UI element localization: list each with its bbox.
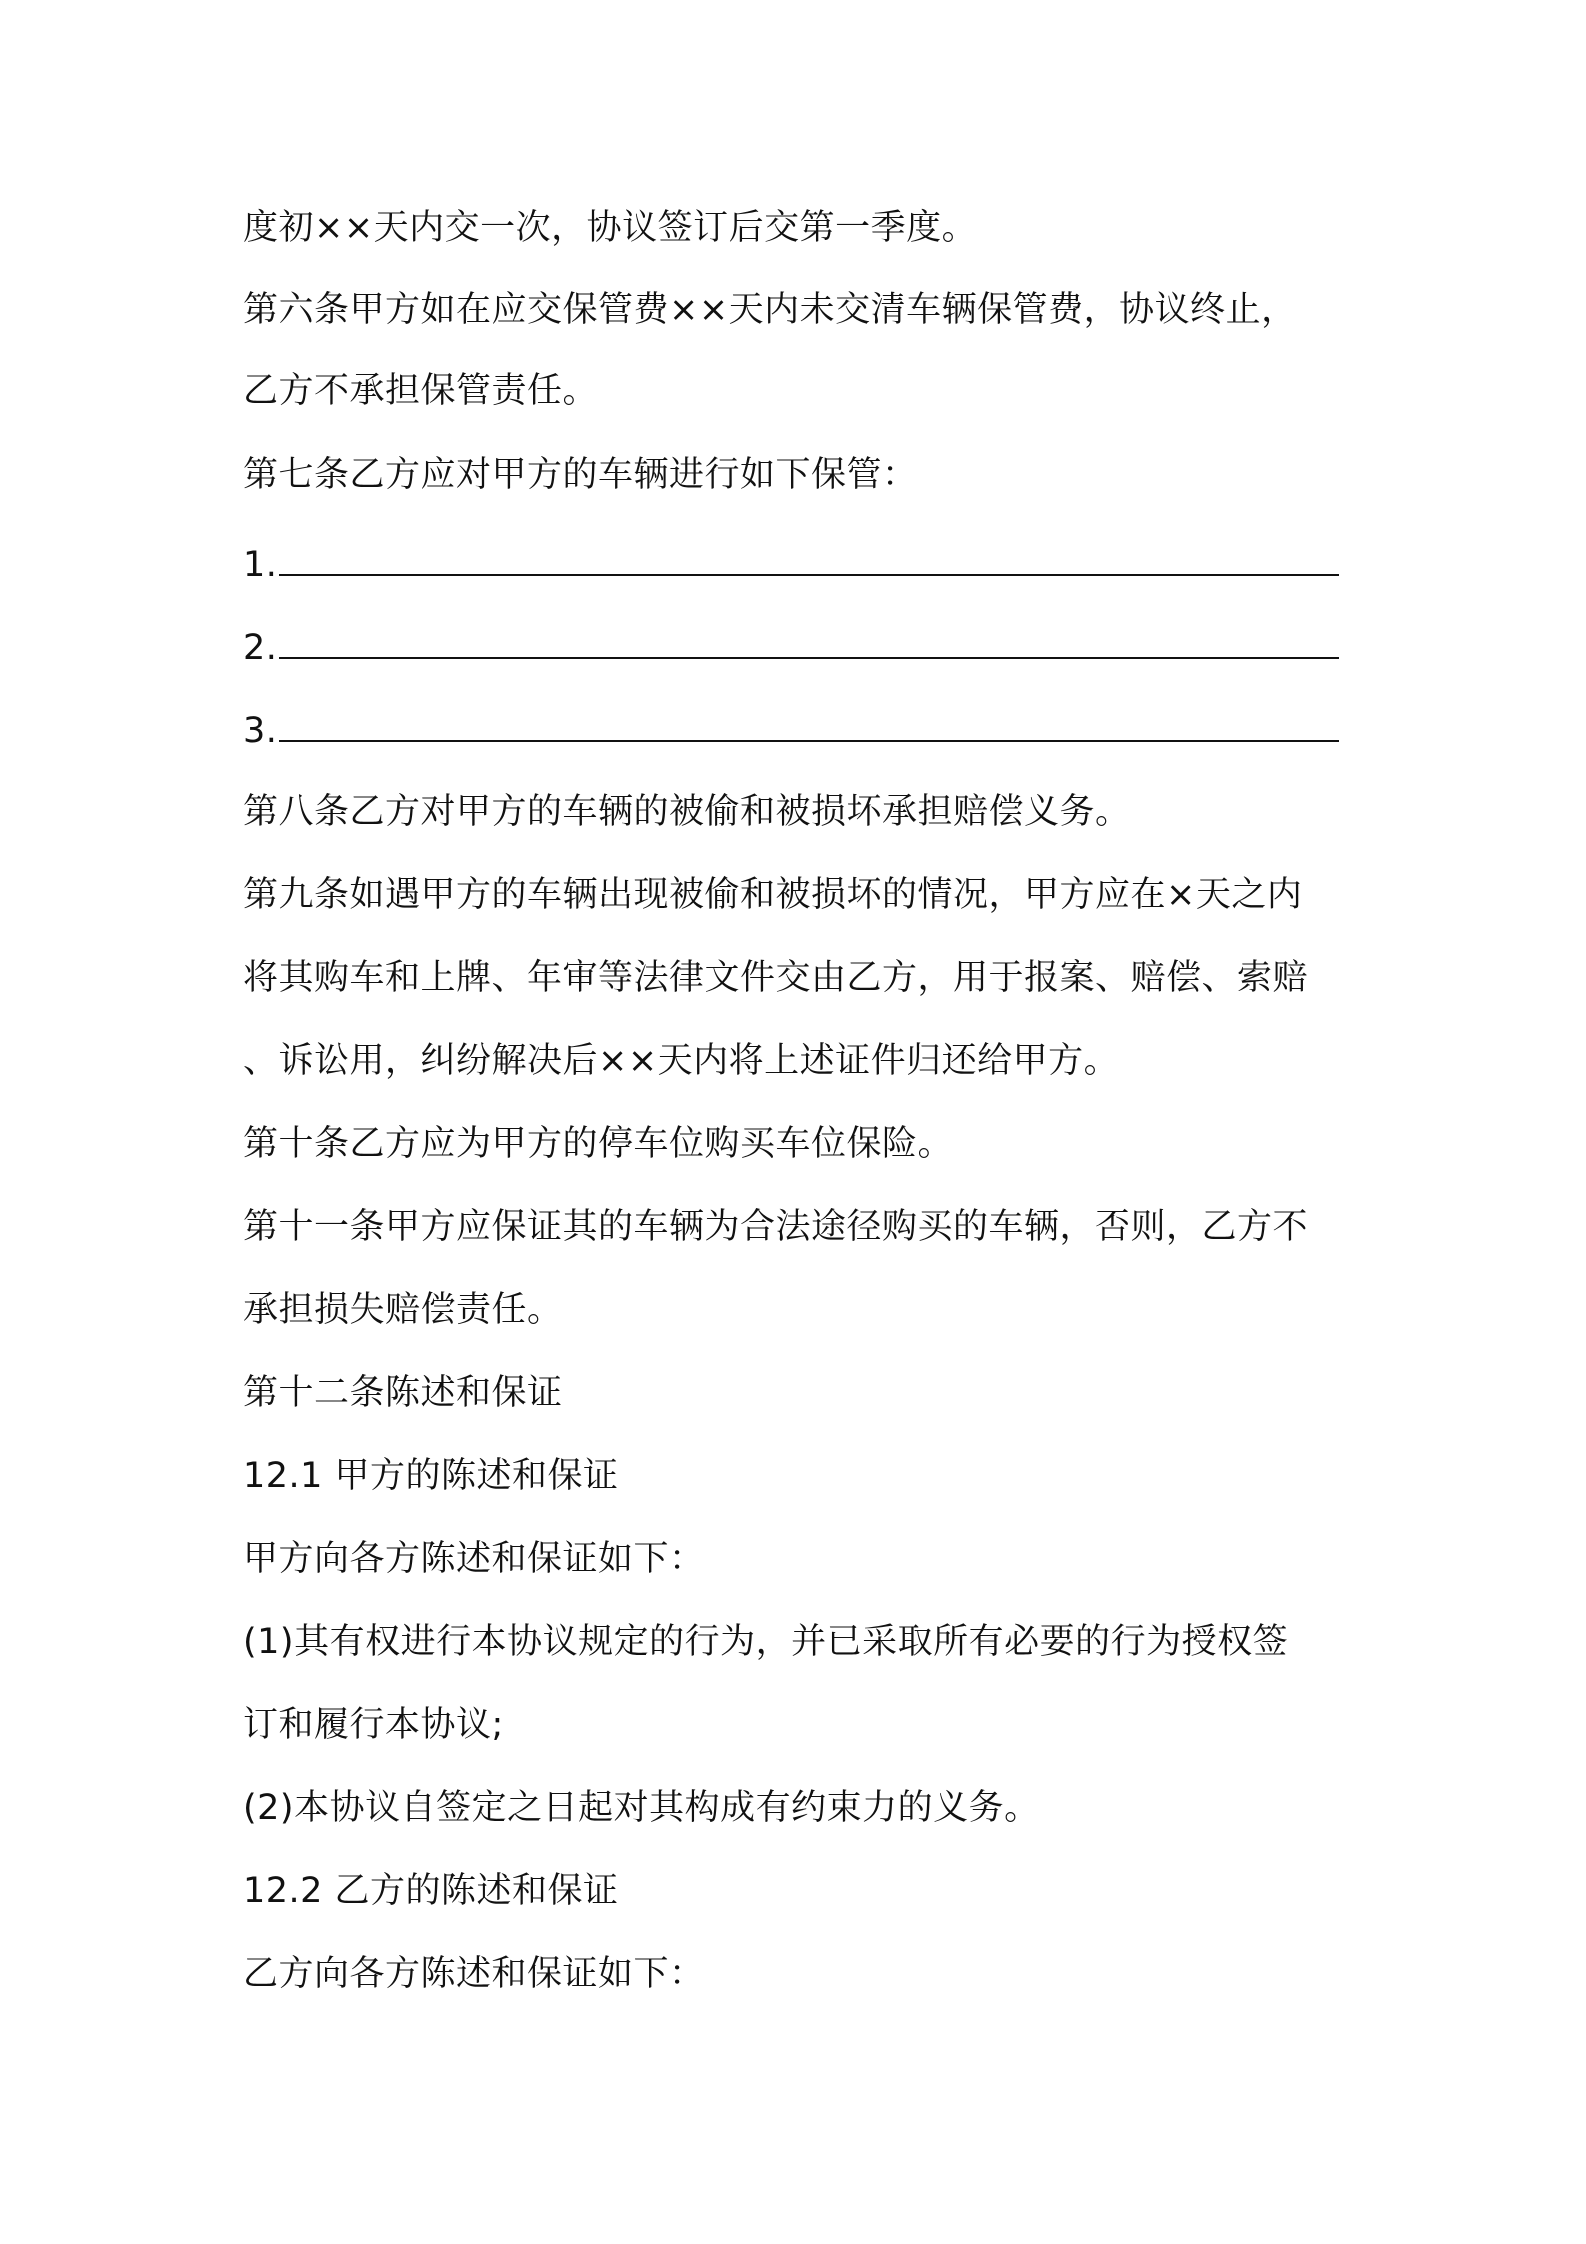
text-line: (1)其有权进行本协议规定的行为，并已采取所有必要的行为授权签 <box>243 1622 1289 1662</box>
text-line: 乙方不承担保管责任。 <box>243 371 599 411</box>
text-line: (2)本协议自签定之日起对其构成有约束力的义务。 <box>243 1788 1040 1828</box>
text-line: 第十二条陈述和保证 <box>243 1373 563 1413</box>
blank-item-number: 2. <box>243 628 278 668</box>
text-line: 订和履行本协议; <box>243 1705 504 1745</box>
text-line: 第七条乙方应对甲方的车辆进行如下保管： <box>243 455 918 495</box>
blank-item <box>243 706 1339 756</box>
fill-in-blank-line <box>279 540 1339 576</box>
text-line: 度初××天内交一次，协议签订后交第一季度。 <box>243 208 978 248</box>
text-line: 12.2 乙方的陈述和保证 <box>243 1871 619 1911</box>
text-line: 将其购车和上牌、年审等法律文件交由乙方，用于报案、赔偿、索赔 <box>243 958 1309 998</box>
blank-item-number: 3. <box>243 711 278 751</box>
text-line: 第十条乙方应为甲方的停车位购买车位保险。 <box>243 1124 954 1164</box>
blank-item <box>243 623 1339 673</box>
text-line: 承担损失赔偿责任。 <box>243 1290 563 1330</box>
text-line: 第六条甲方如在应交保管费××天内未交清车辆保管费，协议终止， <box>243 290 1297 330</box>
text-line: 第八条乙方对甲方的车辆的被偷和被损坏承担赔偿义务。 <box>243 792 1131 832</box>
blank-item-number: 1. <box>243 545 278 585</box>
blank-item <box>243 540 1339 590</box>
fill-in-blank-line <box>279 623 1339 659</box>
text-line: 乙方向各方陈述和保证如下： <box>243 1954 705 1994</box>
fill-in-blank-line <box>279 706 1339 742</box>
text-line: 第九条如遇甲方的车辆出现被偷和被损坏的情况，甲方应在×天之内 <box>243 875 1303 915</box>
text-line: 12.1 甲方的陈述和保证 <box>243 1456 619 1496</box>
text-line: 、诉讼用，纠纷解决后××天内将上述证件归还给甲方。 <box>243 1041 1120 1081</box>
text-line: 甲方向各方陈述和保证如下： <box>243 1539 705 1579</box>
text-line: 第十一条甲方应保证其的车辆为合法途径购买的车辆，否则，乙方不 <box>243 1207 1309 1247</box>
